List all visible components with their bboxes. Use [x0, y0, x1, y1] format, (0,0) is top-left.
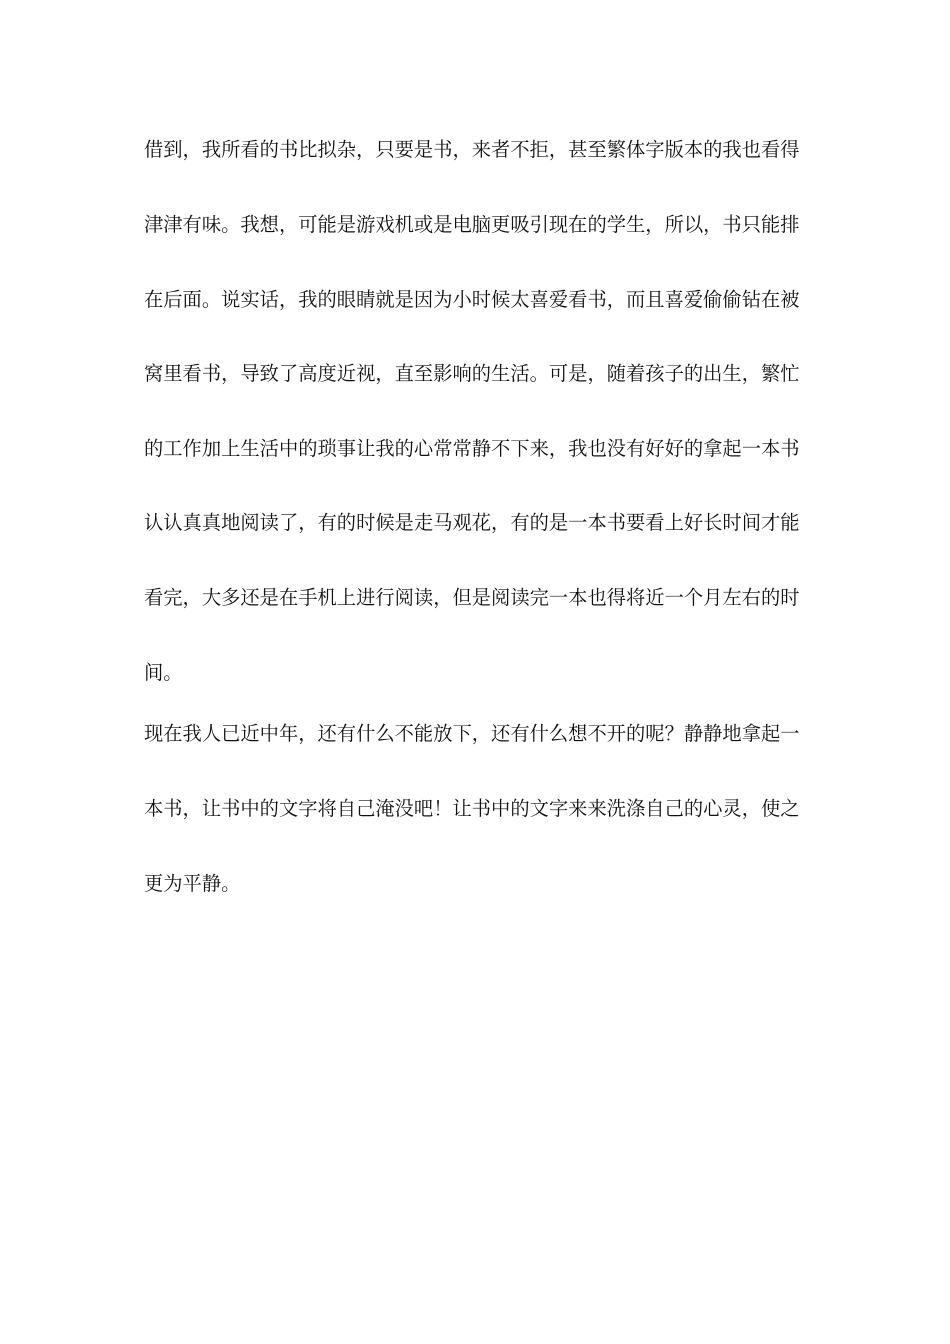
paragraph-1-line: 借到，我所看的书比拟杂，只要是书，来者不拒，甚至繁体字版本的我也看得: [144, 138, 800, 161]
paragraph-1-line: 间。: [144, 661, 183, 684]
paragraph-1-line: 的工作加上生活中的琐事让我的心常常静不下来，我也没有好好的拿起一本书: [144, 437, 800, 460]
paragraph-1-line: 津津有味。我想，可能是游戏机或是电脑更吸引现在的学生，所以，书只能排: [144, 213, 800, 236]
paragraph-1-line: 在后面。说实话，我的眼睛就是因为小时候太喜爱看书，而且喜爱偷偷钻在被: [144, 288, 800, 311]
paragraph-2-line: 现在我人已近中年，还有什么不能放下，还有什么想不开的呢？静静地拿起一: [144, 722, 800, 745]
paragraph-2-line: 更为平静。: [144, 872, 241, 895]
paragraph-1-line: 窝里看书，导致了高度近视，直至影响的生活。可是，随着孩子的出生，繁忙: [144, 362, 800, 385]
paragraph-1-line: 看完，大多还是在手机上进行阅读，但是阅读完一本也得将近一个月左右的时: [144, 586, 800, 609]
paragraph-1-line: 认认真真地阅读了，有的时候是走马观花，有的是一本书要看上好长时间才能: [144, 511, 800, 534]
paragraph-2-line: 本书，让书中的文字将自己淹没吧！让书中的文字来来洗涤自己的心灵，使之: [144, 797, 800, 820]
